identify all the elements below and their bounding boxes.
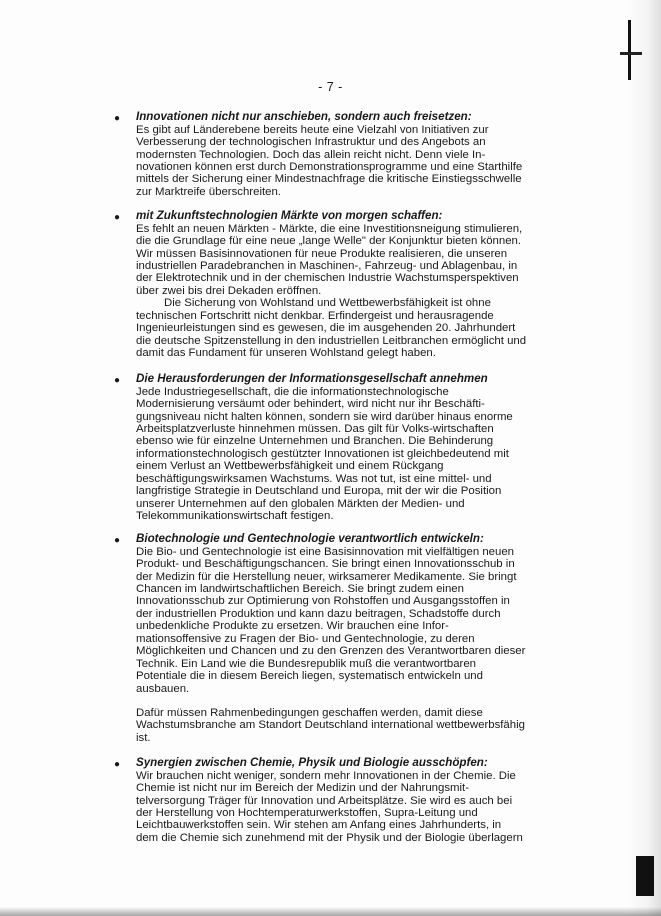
section-heading: Synergien zwischen Chemie, Physik und Biologie ausschöpfen: bbox=[136, 756, 488, 769]
section-heading: mit Zukunftstechnologien Märkte von morgen schaffen: bbox=[136, 209, 443, 222]
text-line: technischen Fortschritt nicht denkbar. Erfindergeist und herausragende bbox=[136, 309, 494, 322]
text-line: informationstechnologisch gestützter Innovationen ist gleichbedeutend mit bbox=[136, 447, 509, 460]
text-line: die deutsche Spitzenstellung in den industriellen Leitbranchen ermöglicht und bbox=[136, 334, 527, 347]
text-line: Innovationsschub zur Optimierung von Rohstoffen und Ausgangsstoffen in bbox=[136, 595, 510, 608]
scan-mark bbox=[636, 856, 654, 896]
section-heading: Biotechnologie und Gentechnologie verantwortlich entwickeln: bbox=[136, 532, 484, 545]
text-line: Chancen im landwirtschaftlichen Bereich. Sie bringt zudem einen bbox=[136, 582, 464, 595]
bullet-icon: ● bbox=[114, 212, 121, 223]
text-line: ausbauen. bbox=[136, 682, 190, 695]
text-line: der Medizin für die Herstellung neuer, wirksamerer Medikamente. Sie bringt bbox=[136, 570, 517, 583]
text-line: ebenso wie für einzelne Unternehmen und Branchen. Die Behinderung bbox=[136, 435, 494, 448]
text-line: Technik. Ein Land wie die Bundesrepublik muß die verantwortbaren bbox=[136, 657, 477, 670]
text-line: Verbesserung der technologischen Infrastruktur und des Angebots an bbox=[136, 136, 486, 149]
text-line: zur Marktreife überschreiten. bbox=[136, 185, 281, 198]
text-line: Chemie ist nicht nur im Bereich der Medizin und der Nahrungsmit- bbox=[136, 782, 469, 795]
section-paragraph bbox=[136, 124, 526, 199]
text-line: Wir brauchen nicht weniger, sondern mehr Innovationen in der Chemie. Die bbox=[136, 769, 516, 782]
text-line: unbedenkliche Produkte zu ersetzen. Wir brauchen eine Infor- bbox=[136, 620, 449, 633]
text-line: die die Grundlage für eine neue „lange Welle" der Konjunktur bieten können. bbox=[136, 235, 522, 248]
section-paragraph bbox=[136, 223, 526, 360]
text-line: novationen können erst durch Demonstrationsprogramme und eine Starthilfe bbox=[136, 160, 523, 173]
text-line: ist. bbox=[136, 731, 151, 744]
section-innovationen bbox=[114, 110, 526, 198]
text-line: mationsoffensive zu Fragen der Bio- und Gentechnologie, zu deren bbox=[136, 632, 475, 645]
section-paragraph bbox=[136, 707, 526, 744]
text-line: Wachstumsbranche am Standort Deutschland international wettbewerbsfähig bbox=[136, 719, 525, 732]
paragraph-gap bbox=[136, 695, 526, 707]
text-line: der Herstellung von Hochtemperaturwerkstoffen, Supra-Leitung und bbox=[136, 806, 478, 819]
bullet-icon: ● bbox=[114, 759, 121, 770]
page-number: - 7 - bbox=[318, 80, 343, 94]
text-line: gungsniveau nicht halten können, sondern sie wird darüber hinaus enorme bbox=[136, 410, 513, 423]
section-paragraph bbox=[136, 386, 526, 523]
text-line: Leichtbauwerkstoffen sein. Wir stehen am Anfang eines Jahrhunderts, in bbox=[136, 819, 502, 832]
text-line: Jede Industriegesellschaft, die die informationstechnologische bbox=[136, 385, 449, 398]
bullet-icon: ● bbox=[114, 535, 121, 546]
text-line: Wir müssen Basisinnovationen für neue Produkte realisieren, die unseren bbox=[136, 247, 508, 260]
text-line: Potentiale die in diesem Bereich liegen, systematisch entwickeln und bbox=[136, 670, 483, 683]
scan-shadow-right bbox=[627, 0, 661, 916]
scan-mark bbox=[628, 20, 631, 80]
section-informationsgesellschaft bbox=[114, 372, 526, 523]
text-line: Arbeitsplatzverluste hinnehmen müssen. Das gilt für Volks-wirtschaften bbox=[136, 422, 494, 435]
text-line: Dafür müssen Rahmenbedingungen geschaffen werden, damit diese bbox=[136, 707, 483, 720]
section-heading: Die Herausforderungen der Informationsgesellschaft annehmen bbox=[136, 372, 488, 385]
bullet-icon: ● bbox=[114, 375, 121, 386]
text-line: langfristige Strategie in Deutschland und Europa, mit der wir die Position bbox=[136, 485, 502, 498]
text-line: dem die Chemie sich zunehmend mit der Physik und der Biologie überlagern bbox=[136, 831, 523, 844]
scan-mark bbox=[620, 52, 642, 55]
section-paragraph bbox=[136, 770, 526, 845]
text-line: Telekommunikationswirtschaft festigen. bbox=[136, 510, 334, 523]
section-biotechnologie bbox=[114, 532, 526, 744]
text-line: industriellen Paradebranchen in Maschinen-, Fahrzeug- und Ablagenbau, in bbox=[136, 259, 518, 272]
text-line: Möglichkeiten und Chancen und zu den Grenzen des Verantwortbaren dieser bbox=[136, 645, 526, 658]
text-line: damit das Fundament für unseren Wohlstand gelegt haben. bbox=[136, 347, 436, 360]
text-line: unserer Unternehmen auf den globalen Märkten der Medien- und bbox=[136, 497, 465, 510]
text-line: Die Bio- und Gentechnologie ist eine Basisinnovation mit vielfältigen neuen bbox=[136, 545, 515, 558]
section-heading: Innovationen nicht nur anschieben, sondern auch freisetzen: bbox=[136, 110, 472, 123]
section-paragraph bbox=[136, 546, 526, 695]
text-line: Ingenieurleistungen sind es gewesen, die im ausgehenden 20. Jahrhundert bbox=[136, 322, 516, 335]
section-synergien bbox=[114, 756, 526, 844]
text-line: Modernisierung versäumt oder behindert, wird nicht nur ihr Beschäfti- bbox=[136, 398, 485, 411]
scan-shadow-bottom bbox=[0, 907, 661, 916]
text-line: über zwei bis drei Dekaden eröffnen. bbox=[136, 284, 322, 297]
text-line: Produkt- und Beschäftigungschancen. Sie bringt einen Innovationsschub in bbox=[136, 558, 515, 571]
text-line: beschäftigungswirksamen Wachstums. Was not tut, ist eine mittel- und bbox=[136, 472, 492, 485]
text-line: Es fehlt an neuen Märkten - Märkte, die eine Investitionsneigung stimulieren, bbox=[136, 222, 523, 235]
bullet-icon: ● bbox=[114, 113, 121, 124]
text-line: modernsten Technologien. Doch das allein reicht nicht. Denn viele In- bbox=[136, 148, 486, 161]
text-line: der Elektrotechnik und in der chemischen Industrie Wachstumsperspektiven bbox=[136, 272, 519, 285]
text-line: mittels der Sicherung einer Mindestnachfrage die kritische Einstiegsschwelle bbox=[136, 173, 522, 186]
text-line: einem Verlust an Wettbewerbsfähigkeit und einem Rückgang bbox=[136, 460, 444, 473]
text-line: Die Sicherung von Wohlstand und Wettbewerbsfähigkeit ist ohne bbox=[164, 297, 491, 310]
text-line: der industriellen Produktion und kann dazu beitragen, Schadstoffe durch bbox=[136, 607, 501, 620]
text-line: telversorgung Träger für Innovation und Arbeitsplätze. Sie wird es auch bei bbox=[136, 794, 513, 807]
section-zukunftstechnologien bbox=[114, 209, 527, 360]
text-line: Es gibt auf Länderebene bereits heute eine Vielzahl von Initiativen zur bbox=[136, 123, 489, 136]
